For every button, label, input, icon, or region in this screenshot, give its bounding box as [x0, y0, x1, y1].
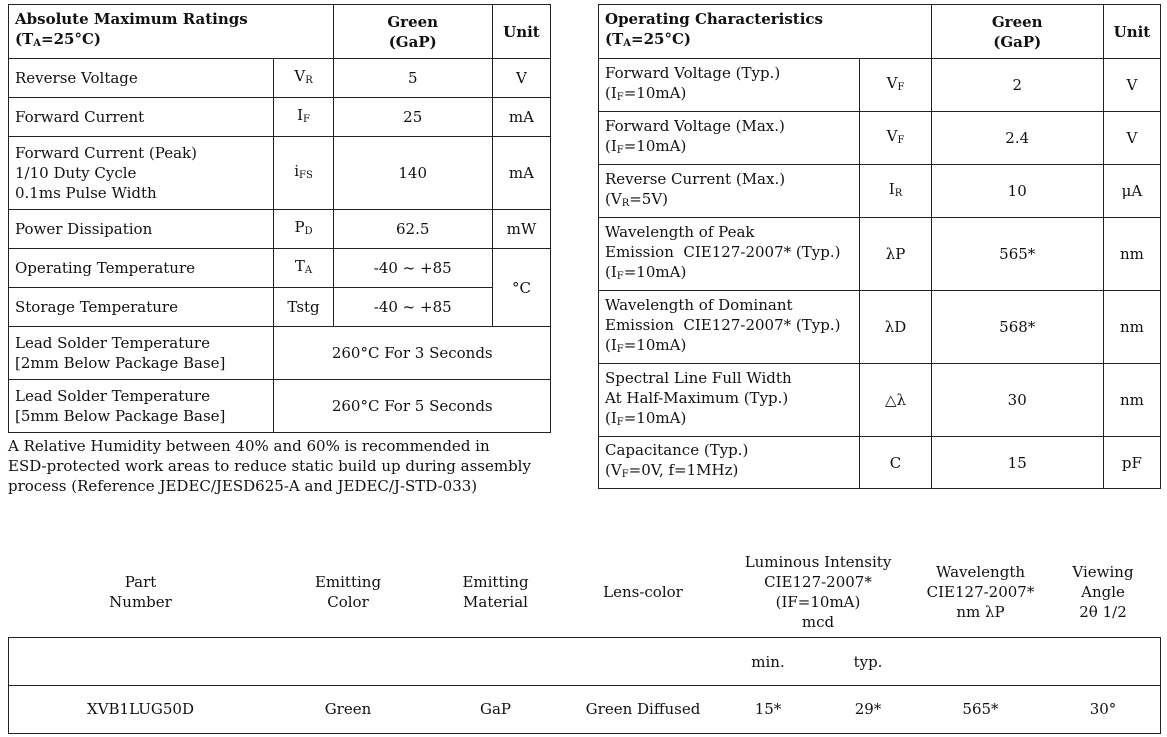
cell-emitting-material: GaP	[479, 700, 512, 718]
opc-row	[599, 291, 1161, 364]
part-number-table	[8, 548, 1161, 734]
amr-unit: mW	[492, 210, 550, 249]
hdr-line: Angle	[1081, 583, 1125, 601]
amr-value: 25	[333, 98, 492, 137]
amr-unit: V	[492, 59, 550, 98]
opc-unit: V	[1103, 59, 1160, 112]
opc-value: 15	[931, 437, 1103, 489]
opc-row	[599, 165, 1161, 218]
cell-lens-color: Green Diffused	[585, 700, 701, 718]
opc-row	[599, 112, 1161, 165]
opc-title-line1: Operating Characteristics	[605, 10, 824, 28]
amr-param-line: Forward Current (Peak)	[15, 144, 197, 162]
opc-param	[599, 364, 860, 437]
opc-unit: pF	[1103, 437, 1160, 489]
amr-param	[9, 327, 274, 380]
opc-cond-sub: F	[616, 91, 624, 103]
amr-symbol-main: i	[294, 161, 300, 180]
opc-cond: (V	[605, 461, 622, 479]
opc-symbol-sub: F	[897, 81, 905, 93]
amr-symbol-sub: R	[305, 74, 313, 86]
amr-symbol	[274, 249, 333, 288]
hdr-emitting-material	[418, 548, 573, 636]
opc-param-line: Wavelength of Dominant	[605, 295, 793, 314]
opc-cond-tail: =0V, f=1MHz)	[628, 461, 739, 479]
amr-symbol-main: P	[294, 217, 305, 236]
amr-param-line: [5mm Below Package Base]	[15, 407, 226, 425]
opc-cond-tail: =10mA)	[623, 136, 687, 155]
opc-cond-tail: =10mA)	[623, 262, 687, 281]
opc-symbol-sub: R	[894, 187, 903, 199]
opc-param-line: Forward Voltage (Max.)	[605, 116, 785, 135]
cell-part-number: XVB1LUG50D	[87, 700, 194, 718]
opc-row	[599, 218, 1161, 291]
opc-symbol: △λ	[860, 364, 931, 437]
cell-emitting-color: Green	[324, 700, 372, 718]
absolute-maximum-ratings-table	[8, 4, 551, 433]
note-line: ESD-protected work areas to reduce static build up during assembly	[8, 457, 531, 475]
hdr-line: Emitting	[462, 573, 529, 591]
note-line: A Relative Humidity between 40% and 60% is recommended in	[8, 437, 490, 455]
amr-symbol	[274, 59, 333, 98]
opc-symbol-main: I	[888, 179, 895, 198]
amr-symbol-main: T	[294, 256, 305, 275]
amr-col-value-line2: (GaP)	[388, 32, 437, 51]
amr-unit: mA	[492, 137, 550, 210]
opc-symbol	[860, 165, 931, 218]
amr-param	[9, 380, 274, 433]
hdr-line: Emitting	[314, 573, 382, 591]
amr-row	[9, 249, 551, 288]
amr-value: 140	[333, 137, 492, 210]
amr-row	[9, 59, 551, 98]
opc-value: 2	[931, 59, 1103, 112]
opc-unit: nm	[1103, 218, 1160, 291]
hdr-line: CIE127-2007*	[764, 573, 872, 591]
opc-cond-tail: =10mA)	[623, 83, 687, 102]
opc-cond: (I	[605, 262, 617, 281]
opc-cond-sub: F	[616, 270, 624, 282]
hdr-wavelength	[913, 548, 1048, 636]
opc-col-value-line1: Green	[991, 12, 1043, 31]
amr-symbol-sub: A	[304, 264, 313, 276]
opc-cond-sub: R	[621, 197, 630, 209]
hdr-part-number	[58, 548, 223, 636]
hdr-line: Material	[463, 593, 528, 611]
opc-param	[599, 59, 860, 112]
opc-symbol: C	[860, 437, 931, 489]
opc-cond: (I	[605, 335, 617, 354]
opc-title-sub: A	[623, 38, 632, 49]
hdr-line: Part	[124, 573, 157, 591]
amr-param-line: Lead Solder Temperature	[15, 387, 210, 405]
cell-wavelength: 565*	[962, 700, 999, 718]
opc-param-line: Emission CIE127-2007* (Typ.)	[605, 315, 841, 334]
amr-title-sub: A	[33, 38, 42, 49]
amr-row	[9, 380, 551, 433]
amr-value: -40 ~ +85	[333, 288, 492, 327]
amr-value: 5	[333, 59, 492, 98]
amr-title	[9, 5, 334, 59]
amr-symbol-sub: F	[303, 113, 310, 125]
opc-param-line: Wavelength of Peak	[605, 222, 755, 241]
opc-row	[599, 437, 1161, 489]
opc-cond-sub: F	[621, 469, 629, 480]
humidity-note	[8, 436, 568, 496]
hdr-emitting-color	[268, 548, 428, 636]
opc-col-value-line2: (GaP)	[993, 32, 1042, 51]
opc-cond-sub: F	[616, 144, 624, 156]
opc-cond-tail: =5V)	[629, 189, 669, 208]
opc-param-line: At Half-Maximum (Typ.)	[605, 388, 789, 407]
amr-param	[9, 137, 274, 210]
hdr-line: Wavelength	[935, 563, 1026, 581]
cell-viewing-angle: 30°	[1089, 700, 1117, 718]
amr-value: 260°C For 5 Seconds	[274, 380, 551, 433]
amr-col-unit: Unit	[492, 5, 550, 59]
cell-min: 15*	[754, 700, 782, 718]
opc-cond: (V	[605, 189, 622, 208]
hdr-line: nm λP	[956, 603, 1005, 621]
hdr-line: Color	[327, 593, 369, 611]
opc-symbol-main: V	[886, 126, 898, 145]
opc-unit: V	[1103, 112, 1160, 165]
opc-symbol: λP	[860, 218, 931, 291]
amr-param: Operating Temperature	[9, 249, 274, 288]
amr-row	[9, 98, 551, 137]
opc-cond: (I	[605, 408, 617, 427]
hdr-line: (IF=10mA)	[775, 593, 861, 611]
amr-symbol	[274, 137, 333, 210]
amr-param-line: 1/10 Duty Cycle	[15, 164, 137, 182]
opc-cond: (I	[605, 83, 617, 102]
subheader-min: min.	[751, 653, 785, 671]
opc-row	[599, 59, 1161, 112]
opc-param	[599, 165, 860, 218]
opc-param	[599, 112, 860, 165]
opc-value: 10	[931, 165, 1103, 218]
amr-col-value-line1: Green	[387, 12, 439, 31]
opc-param-line: Emission CIE127-2007* (Typ.)	[605, 242, 841, 261]
hdr-luminous-intensity	[723, 548, 913, 636]
amr-param-line: 0.1ms Pulse Width	[15, 184, 157, 202]
amr-symbol: Tstg	[274, 288, 333, 327]
opc-value: 30	[931, 364, 1103, 437]
amr-title-tail: =25°C)	[41, 30, 102, 48]
opc-symbol: λD	[860, 291, 931, 364]
opc-col-unit: Unit	[1103, 5, 1160, 59]
opc-cond-tail: =10mA)	[623, 335, 687, 354]
opc-unit: nm	[1103, 291, 1160, 364]
amr-param: Storage Temperature	[9, 288, 274, 327]
amr-row	[9, 327, 551, 380]
opc-title-tail: =25°C)	[631, 30, 692, 48]
opc-param	[599, 291, 860, 364]
opc-col-value	[931, 5, 1103, 59]
amr-unit: °C	[492, 249, 550, 327]
hdr-line: Number	[109, 593, 172, 611]
subheader-typ: typ.	[853, 653, 883, 671]
amr-symbol	[274, 98, 333, 137]
opc-cond-sub: F	[616, 416, 624, 428]
hdr-line: Viewing	[1072, 563, 1134, 581]
hdr-line: 2θ 1/2	[1079, 603, 1127, 621]
operating-characteristics-table	[598, 4, 1161, 489]
opc-param	[599, 218, 860, 291]
opc-unit: nm	[1103, 364, 1160, 437]
subheader-row	[8, 637, 1161, 686]
note-line: process (Reference JEDEC/JESD625-A and JEDEC/J-STD-033)	[8, 477, 478, 495]
amr-param: Power Dissipation	[9, 210, 274, 249]
amr-param: Forward Current	[9, 98, 274, 137]
amr-param: Reverse Voltage	[9, 59, 274, 98]
amr-row	[9, 210, 551, 249]
hdr-line: Lens-color	[603, 583, 683, 601]
amr-symbol-sub: D	[304, 225, 313, 237]
opc-param-line: Forward Voltage (Typ.)	[605, 63, 781, 82]
opc-value: 565*	[931, 218, 1103, 291]
amr-param-line: Lead Solder Temperature	[15, 334, 210, 352]
amr-symbol-sub: FS	[299, 169, 313, 181]
opc-cond-sub: F	[616, 343, 624, 355]
opc-value: 568*	[931, 291, 1103, 364]
hdr-line: CIE127-2007*	[926, 583, 1035, 601]
opc-row	[599, 364, 1161, 437]
amr-symbol	[274, 210, 333, 249]
hdr-viewing-angle	[1048, 548, 1158, 636]
opc-symbol	[860, 112, 931, 165]
amr-row	[9, 137, 551, 210]
hdr-line: Luminous Intensity	[744, 553, 892, 571]
opc-symbol-main: V	[886, 73, 898, 92]
opc-title-line2: (T	[605, 30, 624, 48]
amr-title-line2: (T	[15, 30, 34, 48]
amr-param-line: [2mm Below Package Base]	[15, 354, 226, 372]
opc-cond: (I	[605, 136, 617, 155]
amr-symbol-main: V	[294, 66, 306, 85]
hdr-line: mcd	[801, 613, 835, 631]
amr-value: 260°C For 3 Seconds	[274, 327, 551, 380]
opc-param-line: Reverse Current (Max.)	[605, 169, 786, 188]
amr-value: -40 ~ +85	[333, 249, 492, 288]
hdr-lens-color	[568, 548, 718, 636]
amr-col-value	[333, 5, 492, 59]
opc-title	[599, 5, 932, 59]
cell-typ: 29*	[854, 700, 882, 718]
amr-value: 62.5	[333, 210, 492, 249]
opc-symbol-sub: F	[897, 134, 905, 146]
amr-title-line1: Absolute Maximum Ratings	[15, 10, 248, 28]
opc-value: 2.4	[931, 112, 1103, 165]
amr-row	[9, 288, 551, 327]
opc-param-line: Capacitance (Typ.)	[605, 441, 749, 459]
opc-cond-tail: =10mA)	[623, 408, 687, 427]
opc-symbol	[860, 59, 931, 112]
opc-param-line: Spectral Line Full Width	[605, 368, 792, 387]
opc-unit: μA	[1103, 165, 1160, 218]
amr-unit: mA	[492, 98, 550, 137]
amr-symbol-main: I	[297, 105, 304, 124]
opc-param	[599, 437, 860, 489]
